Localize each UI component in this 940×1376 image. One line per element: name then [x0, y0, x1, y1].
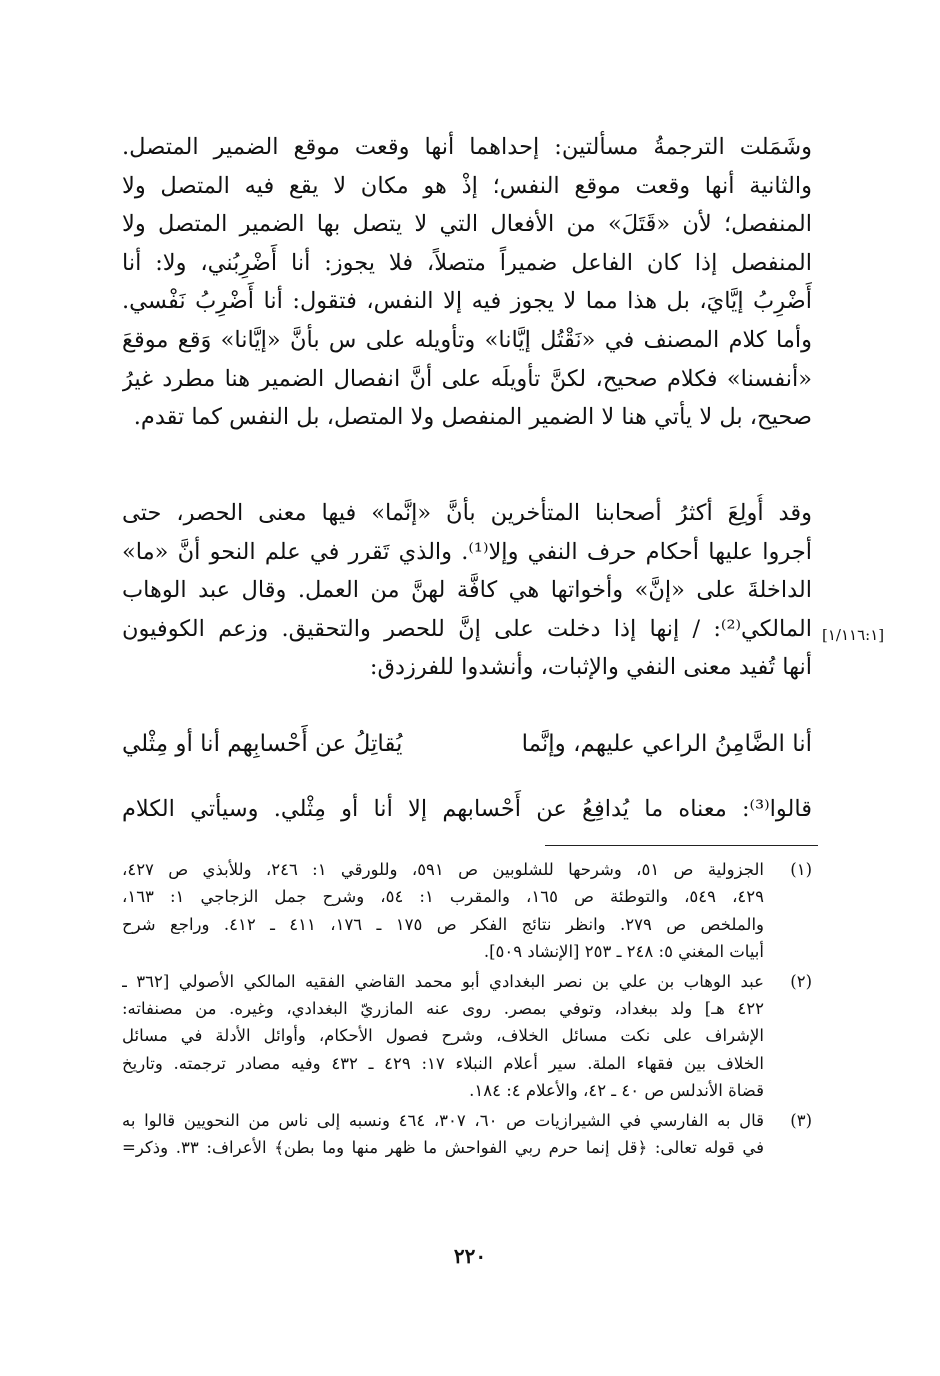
paragraph-1 [122, 128, 812, 437]
footnote-line: قضاة الأندلس ص ٤٠ ـ ٤٢، والأعلام ٤: ١٨٤. [469, 1081, 764, 1101]
text-line: «أنفسنا» فكلام صحيح، لكنَّ تأويلَه على أنَّ انفصال الضمير هنا مطرد غيرُ [122, 365, 812, 392]
footnote-3 [122, 1107, 812, 1162]
footnote-number: (٢) [790, 971, 812, 991]
manuscript-folio-marker: [١/١١٦:١] [822, 626, 885, 644]
footnote-number: (١) [790, 860, 812, 879]
text-line: المالكي⁽²⁾: / إنها إذا دخلت على إنَّ للحصر والتحقيق. وزعم الكوفيون [122, 615, 812, 642]
page-number: ٢٢٠ [453, 1244, 487, 1268]
footnote-line: الجزولية ص ٥١، وشرحها للشلوبين ص ٥٩١، وللورقي ١: ٢٤٦، وللأبذي ص ٤٢٧، [122, 860, 764, 879]
footnote-line: عبد الوهاب بن علي بن نصر البغدادي أبو محمد القاضي الفقيه المالكي الأصولي [٣٦٢ ـ [122, 971, 764, 991]
footnote-line: في قوله تعالى: ﴿قل إنما حرم ربي الفواحش ما ظهر منها وما بطن﴾ الأعراف: ٣٣. وذكر= [122, 1138, 764, 1158]
verse-first-hemistich: أنا الضَّامِنُ الراعي عليهم، وإنَّما [521, 731, 812, 757]
text-line: المنفصل إذا كان الفاعل ضميراً متصلاً، فلا يجوز: أنا أَضْرِبُني، ولا: أنا [122, 249, 812, 276]
text-line: أنها تُفيد معنى النفي والإثبات، وأنشدوا للفرزدق: [369, 654, 812, 681]
paragraph-after-verse [122, 790, 812, 829]
verse-second-hemistich: يُقاتِلُ عن أَحْسابِهم أنا أو مِثْلي [122, 731, 403, 757]
footnote-line: الخلاف بين فقهاء الملة. سير أعلام النبلاء ١٧: ٤٢٩ ـ ٤٣٢ وفيه مصادر ترجمته. وتاريخ [122, 1053, 764, 1073]
footnote-line: قال به الفارسي في الشيرازيات ص ٦٠، ٣٠٧، ٤٦٤ ونسبه إلى ناس من النحويين قالوا به [122, 1110, 764, 1130]
text-line: صحيح، بل لا يأتي هنا لا الضمير المنفصل ولا المتصل، بل النفس كما تقدم. [133, 404, 812, 431]
footnote-line: أبيات المغني ٥: ٢٤٨ ـ ٢٥٣ [الإنشاد ٥٠٩]. [483, 942, 764, 962]
text-line: أجروا عليها أحكام حرف النفي وإلا⁽¹⁾. والذي تَقرر في علم النحو أنَّ «ما» [122, 538, 812, 565]
poetry-verse [122, 722, 812, 766]
footnote-number: (٣) [790, 1110, 812, 1130]
text-line: وأما كلام المصنف في «نَقْتُل إيَّانا» وتأويله على س بأنَّ «إيَّانا» وَقع موقعَ [122, 326, 812, 353]
footnotes [122, 856, 812, 1163]
text-line: المنفصل؛ لأن «قَتَلَ» من الأفعال التي لا يتصل بها الضمير المتصل ولا [122, 211, 812, 238]
footnote-line: الإشراف على نكت مسائل الخلاف، وشرح فصول الأحكام، وأوائل الأدلة في مسائل [122, 1026, 764, 1046]
footnote-line: ٤٢٢ هـ] ولد ببغداد، وتوفي بمصر. روى عنه المازريّ البغدادي، وغيره. من مصنفاته: [122, 999, 764, 1019]
text-line: وقد أُولِعَ أكثرُ أصحابنا المتأخرين بأنَّ «إنَّما» فيها معنى الحصر، حتى [122, 500, 812, 526]
text-line: وشَمَلت الترجمةُ مسألتين: إحداهما أنها وقعت موقع الضمير المتصل. [122, 134, 812, 160]
footnote-1 [122, 856, 812, 966]
paragraph-2 [122, 494, 812, 687]
text-line: والثانية أنها وقعت موقع النفس؛ إذْ هو مكان لا يقع فيه المتصل ولا [122, 172, 812, 199]
footnote-2 [122, 968, 812, 1105]
footnote-line: ٤٢٩، ٥٤٩، والتوطئة ص ١٦٥، والمقرب ١: ٥٤، وشرح جمل الزجاجي ١: ١٦٣، [122, 887, 764, 907]
footnote-line: والملخص ص ٢٧٩. وانظر نتائج الفكر ص ١٧٥ ـ ١٧٦، ٤١١ ـ ٤١٢. وراجع شرح [122, 914, 764, 934]
text-line: قالوا⁽³⁾: معناه ما يُدافِعُ عن أَحْسابهم إلا أنا أو مِثْلي. وسيأتي الكلام [122, 796, 812, 822]
footnote-separator [545, 845, 818, 846]
text-line: أَضْرِبُ إيَّايَ، بل هذا مما لا يجوز فيه إلا النفس، فتقول: أنا أَضْرِبُ نَفْسي. [122, 288, 812, 315]
text-line: الداخلةَ على «إنَّ» وأخواتها هي كافَّة لهنَّ من العمل. وقال عبد الوهاب [122, 577, 812, 604]
